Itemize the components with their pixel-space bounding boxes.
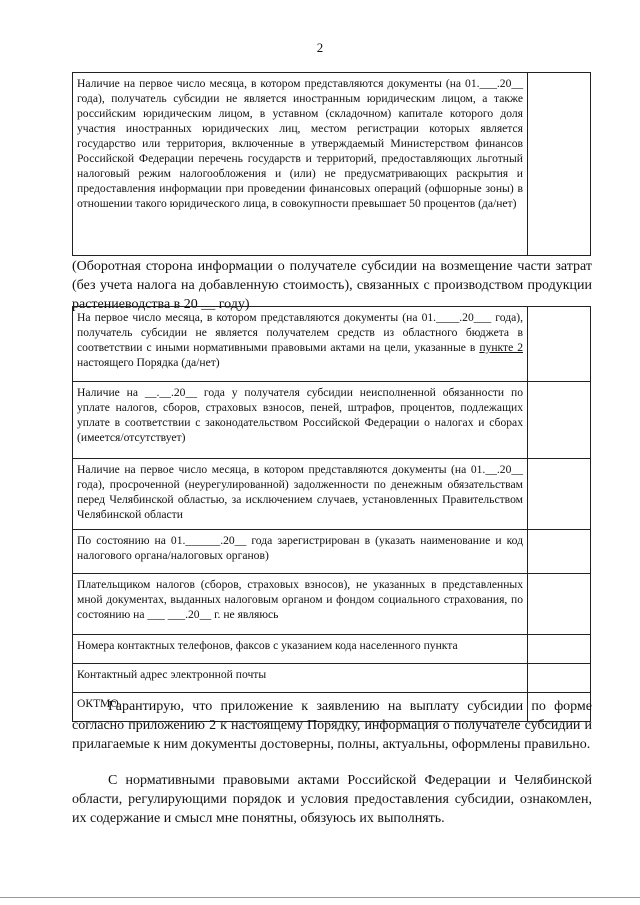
taxpayer-status-value-cell[interactable] — [528, 574, 591, 635]
table-row — [73, 530, 591, 574]
tax-authority-registration-label: По состоянию на 01.______.20__ года зарегистрирован в (указать наименование и код налогового органа/налоговых органов) — [73, 530, 528, 574]
other-budget-funds-label — [73, 307, 528, 382]
offshore-condition-value-cell[interactable] — [528, 73, 591, 256]
bottom-divider — [0, 897, 640, 898]
acknowledgement-paragraph: С нормативными правовыми актами Российской Федерации и Челябинской области, регулирующими порядок и условия предоставления субсидии, ознакомлен, их содержание и смысл мне понятны, обязуюсь их выполнять. — [72, 773, 592, 826]
page-number: 2 — [316, 40, 324, 55]
tax-obligation-label: Наличие на __.__.20__ года у получателя субсидии неисполненной обязанности по уплате налогов, сборов, страховых взносов, пеней, штрафов, процентов, подлежащих уплате в соответствии с законодательством Российской Федерации о налогах и сборах (имеется/отсутствует) — [73, 382, 528, 459]
email-value-cell[interactable] — [528, 664, 591, 693]
overdue-debt-label: Наличие на первое число месяца, в котором представляются документы (на 01.__.20__ года), просроченной (неурегулированной) задолженности по денежным обязательствам перед Челябинской областью, за исключением случаев, установленных Правительством Челябинской области — [73, 459, 528, 530]
taxpayer-status-label: Плательщиком налогов (сборов, страховых взносов), не указанных в представленных мной документах, выданных налоговым органом и фондом социального страхования, по состоянию на ___ ___.20__ г. не являюсь — [73, 574, 528, 635]
guarantee-paragraph: Гарантирую, что приложение к заявлению на выплату субсидии по форме согласно приложению 2 к настоящему Порядку, информация о получателе субсидии и прилагаемые к ним документы достоверны, полны, актуальны, оформлены правильно. — [72, 699, 592, 752]
phone-fax-label: Номера контактных телефонов, факсов с указанием кода населенного пункта — [73, 635, 528, 664]
table-row — [73, 307, 591, 382]
tax-authority-registration-value-cell[interactable] — [528, 530, 591, 574]
table-row — [73, 635, 591, 664]
table-row — [73, 664, 591, 693]
info-table-top — [72, 72, 591, 256]
info-table-reverse-side — [72, 306, 591, 722]
oktmo-label: ОКТМО — [73, 693, 528, 722]
table-row — [73, 73, 591, 256]
other-budget-funds-text: На первое число месяца, в котором представляются документы (на 01.____.20___ года), получатель субсидии не является получателем средств из областного бюджета в соответствии с иными нормативными правовыми актами на цели, указанные в — [77, 311, 523, 354]
table-row — [73, 382, 591, 459]
phone-fax-value-cell[interactable] — [528, 635, 591, 664]
table-row — [73, 459, 591, 530]
section-subtitle: (Оборотная сторона информации о получателе субсидии на возмещение части затрат (без учета налога на добавленную стоимость), связанных с производством продукции растениеводства в 20 __ году) — [72, 259, 592, 312]
tax-obligation-value-cell[interactable] — [528, 382, 591, 459]
offshore-condition-label: Наличие на первое число месяца, в котором представляются документы (на 01.___.20__ года), получатель субсидии не является иностранным юридическим лицом, а также российским юридическим лицом, в уставном (складочном) капитале которого доля участия иностранных юридических лиц, местом регистрации которых является государство или территория, включенные в утверждаемый Министерством финансов Российской Федерации перечень государств и территорий, предоставляющих льготный налоговый режим налогообложения и (или) не предусматривающих раскрытия и предоставления информации при проведении финансовых операций (офшорные зоны) в отношении такого юридического лица, в совокупности превышает 50 процентов (да/нет) — [73, 73, 528, 256]
table-row — [73, 574, 591, 635]
email-label: Контактный адрес электронной почты — [73, 664, 528, 693]
other-budget-funds-value-cell[interactable] — [528, 307, 591, 382]
other-budget-funds-text-end: настоящего Порядка (да/нет) — [77, 356, 220, 369]
overdue-debt-value-cell[interactable] — [528, 459, 591, 530]
paragraph-2-reference: пункте 2 — [479, 341, 523, 354]
